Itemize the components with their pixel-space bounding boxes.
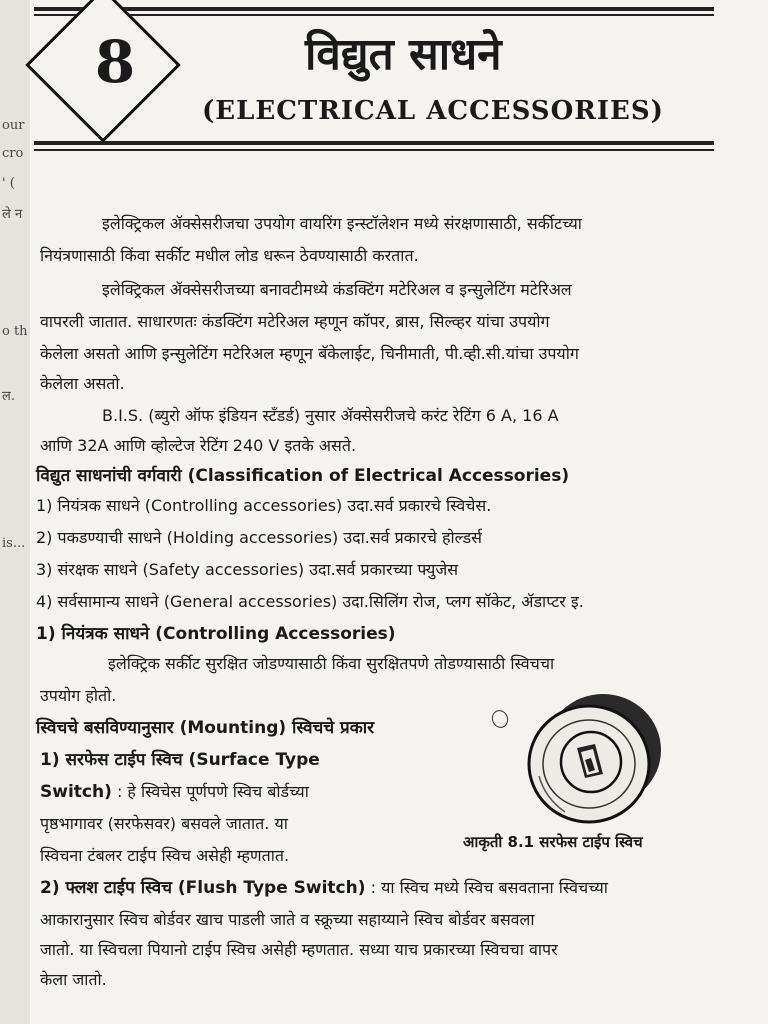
section-heading-controlling: 1) नियंत्रक साधने (Controlling Accessories) bbox=[36, 624, 396, 644]
paragraph-line: इलेक्ट्रिक सर्कीट सुरक्षित जोडण्यासाठी किंवा सुरक्षितपणे तोडण्यासाठी स्विचचा bbox=[108, 654, 555, 673]
margin-fragment: cro bbox=[2, 146, 24, 161]
chapter-title-english: (ELECTRICAL ACCESSORIES) bbox=[202, 96, 664, 126]
classification-item: 1) नियंत्रक साधने (Controlling accessories) उदा.सर्व प्रकारचे स्विचेस. bbox=[36, 496, 492, 515]
flush-switch-title: 2) फ्लश टाईप स्विच (Flush Type Switch) bbox=[40, 878, 366, 898]
left-page-edge bbox=[0, 0, 30, 1024]
paragraph-line: B.I.S. (ब्युरो ऑफ इंडियन स्टँडर्ड) नुसार ॲक्सेसरीजचे करंट रेटिंग 6 A, 16 A bbox=[102, 406, 559, 425]
paragraph-line: केला जातो. bbox=[40, 970, 107, 989]
paragraph-line: इलेक्ट्रिकल ॲक्सेसरीजच्या बनावटीमध्ये कंडक्टिंग मटेरिअल व इन्सुलेटिंग मटेरिअल bbox=[102, 280, 572, 299]
header-top-rule bbox=[34, 7, 714, 11]
header-bottom-rule bbox=[34, 141, 714, 145]
surface-switch-desc: : हे स्विचेस पूर्णपणे स्विच बोर्डच्या bbox=[111, 782, 309, 801]
paragraph-line: स्विचना टंबलर टाईप स्विच असेही म्हणतात. bbox=[40, 846, 290, 865]
header-bottom-rule-thin bbox=[34, 149, 714, 151]
margin-fragment: o th bbox=[2, 324, 28, 339]
margin-fragment: ल. bbox=[2, 389, 15, 404]
paragraph-line: पृष्ठभागावर (सरफेसवर) बसवले जातात. या bbox=[40, 814, 288, 833]
paragraph-line: केलेला असतो. bbox=[40, 374, 125, 393]
header-top-rule-thin bbox=[34, 14, 714, 16]
classification-item: 4) सर्वसामान्य साधने (General accessories) उदा.सिलिंग रोज, प्लग सॉकेट, ॲडाप्टर इ. bbox=[36, 592, 584, 611]
section-heading-mounting: स्विचचे बसविण्यानुसार (Mounting) स्विचचे प्रकार bbox=[36, 718, 375, 738]
surface-switch-title-end: Switch) bbox=[40, 782, 112, 802]
paragraph-line: उपयोग होतो. bbox=[40, 686, 117, 705]
chapter-title-marathi: विद्युत साधने bbox=[305, 29, 502, 80]
paragraph-line: इलेक्ट्रिकल ॲक्सेसरीजचा उपयोग वायरिंग इन्स्टॉलेशन मध्ये संरक्षणासाठी, सर्कीटच्या bbox=[102, 214, 582, 233]
margin-fragment: ' ( bbox=[2, 176, 15, 191]
classification-item: 3) संरक्षक साधने (Safety accessories) उदा.सर्व प्रकारच्या फ्युजेस bbox=[36, 560, 459, 579]
paragraph-line: आणि 32A आणि व्होल्टेज रेटिंग 240 V इतके असते. bbox=[40, 436, 357, 455]
margin-fragment: ले न bbox=[2, 207, 23, 222]
classification-item: 2) पकडण्याची साधने (Holding accessories) उदा.सर्व प्रकारचे होल्डर्स bbox=[36, 528, 482, 547]
classification-heading: विद्युत साधनांची वर्गवारी (Classification of Electrical Accessories) bbox=[36, 466, 570, 486]
surface-switch-figure bbox=[525, 688, 665, 828]
margin-fragment: our bbox=[2, 118, 25, 133]
margin-fragment: is... bbox=[2, 536, 26, 551]
figure-caption: आकृती 8.1 सरफेस टाईप स्विच bbox=[463, 833, 643, 851]
flush-switch-line bbox=[40, 872, 608, 904]
paragraph-line: आकारानुसार स्विच बोर्डवर खाच पाडली जाते व स्क्रूच्या सहाय्याने स्विच बोर्डवर बसवला bbox=[40, 910, 535, 929]
surface-switch-title: 1) सरफेस टाईप स्विच (Surface Type bbox=[40, 750, 320, 770]
paragraph-line: वापरली जातात. साधारणतः कंडक्टिंग मटेरिअल म्हणून कॉपर, ब्रास, सिल्व्हर यांचा उपयोग bbox=[40, 312, 550, 331]
paragraph-line: केलेला असतो आणि इन्सुलेटिंग मटेरिअल म्हणून बॅकेलाईट, चिनीमाती, पी.व्ही.सी.यांचा उपयोग bbox=[40, 344, 579, 363]
paragraph-line: नियंत्रणासाठी किंवा सर्कीट मधील लोड धरून ठेवण्यासाठी करतात. bbox=[40, 246, 419, 265]
paragraph-line: जातो. या स्विचला पियानो टाईप स्विच असेही म्हणतात. सध्या याच प्रकारच्या स्विचचा वापर bbox=[40, 940, 558, 959]
surface-switch-line bbox=[40, 776, 309, 808]
chapter-number: 8 bbox=[94, 28, 136, 96]
flush-switch-desc: : या स्विच मध्ये स्विच बसवताना स्विचच्या bbox=[365, 878, 608, 897]
